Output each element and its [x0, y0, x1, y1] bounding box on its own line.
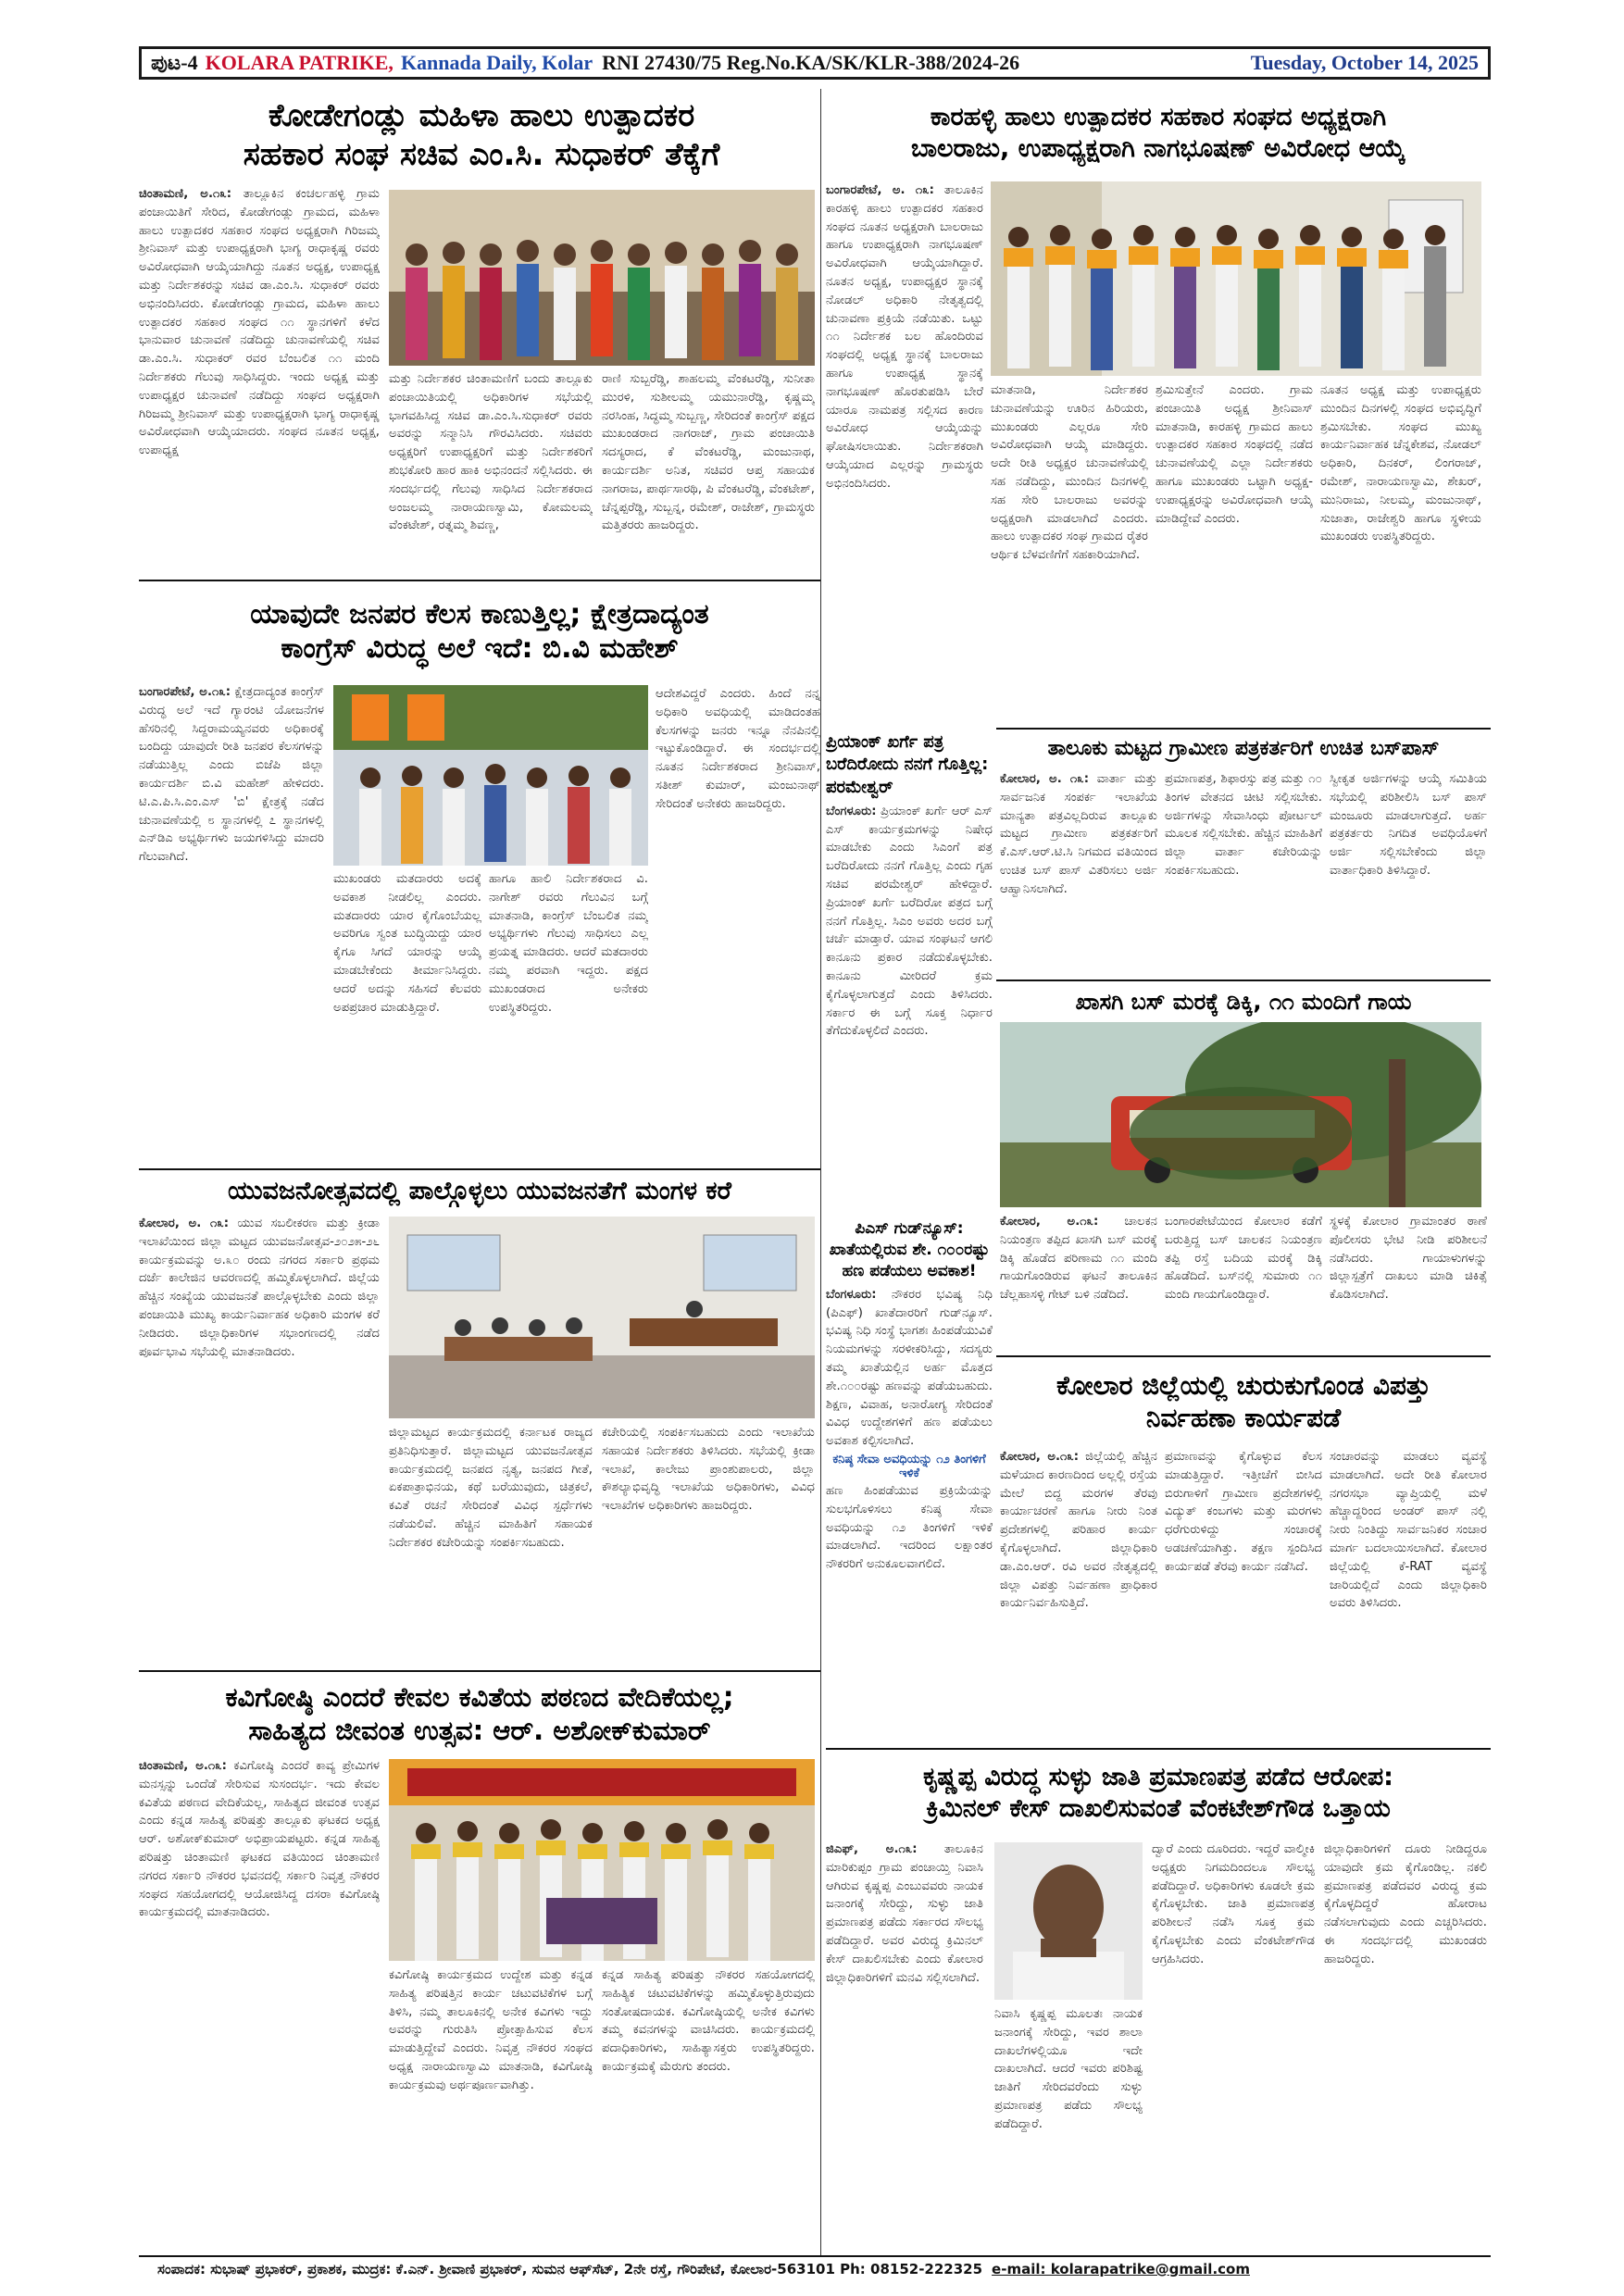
a10-col2: ಕವಿಗೋಷ್ಠಿ ಕಾರ್ಯಕ್ರಮದ ಉದ್ದೇಶ ಮತ್ತು ಕನ್ನಡ ಸಾಹಿತ್ಯ ಪರಿಷತ್ತಿನ ಕಾರ್ಯ ಚಟುವಟಿಕೆಗಳ ಬಗ್ಗೆ ತಿಳಿಸಿ, ನಮ್ಮ ತಾಲೂಕಿನಲ್ಲಿ ಅನೇಕ ಕವಿಗಳು ಇದ್ದು ಅವರನ್ನು ಗುರುತಿಸಿ ಪ್ರೋತ್ಸಾಹಿಸುವ ಕೆಲಸ ಮಾಡುತ್ತಿದ್ದೇವೆ ಎಂದರು. ನಿವೃತ್ತ ನೌಕರರ ಸಂಘದ ಅಧ್ಯಕ್ಷ ನಾರಾಯಣಸ್ವಾಮಿ ಮಾತನಾಡಿ, ಕವಿಗೋಷ್ಠಿ ಕಾರ್ಯಕ್ರಮವು ಅರ್ಥಪೂರ್ಣವಾಗಿತ್ತು.: [389, 1968, 593, 2092]
a8-article: ಪಿಎಸ್ ಗುಡ್‌ನ್ಯೂಸ್: ಖಾತೆಯಲ್ಲಿರುವ ಶೇ. ೧೦೦ರಷ್ಟು ಹಣ ಪಡೆಯಲು ಅವಕಾಶ! ಬೆಂಗಳೂರು: ನೌಕರರ ಭವಿಷ್ಯ ನಿಧಿ (ಪಿಎಫ್) ಖಾತೆದಾರರಿಗೆ ಗುಡ್‌ನ್ಯೂಸ್. ಭವಿಷ್ಯ ನಿಧಿ ಸಂಸ್ಥೆ ಭಾಗಶಃ ಹಿಂಪಡೆಯುವಿಕೆ ನಿಯಮಗಳನ್ನು ಸರಳೀಕರಿಸಿದ್ದು, ಸದಸ್ಯರು ತಮ್ಮ ಖಾತೆಯಲ್ಲಿನ ಅರ್ಹ ಮೊತ್ತದ ಶೇ.೧೦೦ರಷ್ಟು ಹಣವನ್ನು ಪಡೆಯಬಹುದು. ಶಿಕ್ಷಣ, ವಿವಾಹ, ಅನಾರೋಗ್ಯ ಸೇರಿದಂತೆ ವಿವಿಧ ಉದ್ದೇಶಗಳಿಗೆ ಹಣ ಪಡೆಯಲು ಅವಕಾಶ ಕಲ್ಪಿಸಲಾಗಿದೆ. ಕನಿಷ್ಠ ಸೇವಾ ಅವಧಿಯನ್ನು ೧೨ ತಿಂಗಳಿಗೆ ಇಳಿಕೆ ಹಣ ಹಿಂಪಡೆಯುವ ಪ್ರಕ್ರಿಯೆಯನ್ನು ಸುಲಭಗೊಳಿಸಲು ಕನಿಷ್ಠ ಸೇವಾ ಅವಧಿಯನ್ನು ೧೨ ತಿಂಗಳಿಗೆ ಇಳಿಕೆ ಮಾಡಲಾಗಿದೆ. ಇದರಿಂದ ಲಕ್ಷಾಂತರ ನೌಕರರಿಗೆ ಅನುಕೂಲವಾಗಲಿದೆ.: [826, 1219, 993, 1572]
a2-photo: [991, 181, 1481, 376]
divider: [139, 580, 820, 581]
a10-photo: [389, 1759, 815, 1961]
a11-headline: ಕೃಷ್ಣಪ್ಪ ವಿರುದ್ಧ ಸುಳ್ಳು ಜಾತಿ ಪ್ರಮಾಣಪತ್ರ ಪಡೆದ ಆರೋಪ: ಕ್ರಿಮಿನಲ್ ಕೇಸ್ ದಾಖಲಿಸುವಂತೆ ವೆಂಕಟೇಶ್‌ಗೌಡ ಒತ್ತಾಯ: [923, 1763, 1393, 1823]
a2-col3: ಶ್ರಮಿಸುತ್ತೇನೆ ಎಂದರು. ಗ್ರಾಮ ಪಂಚಾಯಿತಿ ಅಧ್ಯಕ್ಷ ಶ್ರೀನಿವಾಸ್ ಮಾತನಾಡಿ, ಕಾರಹಳ್ಳಿ ಗ್ರಾಮದ ಹಾಲು ಉತ್ಪಾದಕರ ಸಹಕಾರ ಸಂಘದಲ್ಲಿ ನಡೆದ ಚುನಾವಣೆಯಲ್ಲಿ ಎಲ್ಲಾ ನಿರ್ದೇಶಕರು ಹಾಗೂ ಮುಖಂಡರು ಒಟ್ಟಾಗಿ ಅಧ್ಯಕ್ಷ-ಉಪಾಧ್ಯಕ್ಷರನ್ನು ಅವಿರೋಧವಾಗಿ ಆಯ್ಕೆ ಮಾಡಿದ್ದೇವೆ ಎಂದರು.: [1156, 383, 1313, 526]
paper-name: KOLARA PATRIKE,: [205, 51, 394, 74]
a5-headline: ತಾಲೂಕು ಮಟ್ಟದ ಗ್ರಾಮೀಣ ಪತ್ರಕರ್ತರಿಗೆ ಉಚಿತ ಬಸ್‌ಪಾಸ್: [1047, 737, 1440, 761]
email-link[interactable]: e-mail: kolarapatrike@gmail.com: [992, 2261, 1250, 2277]
group-photo-image: [991, 181, 1481, 376]
a1-photo: [389, 190, 815, 366]
a3-col4: ಆದೇಶವಿದ್ದರೆ ಎಂದರು. ಹಿಂದೆ ನನ್ನ ಅಧಿಕಾರಿ ಅವಧಿಯಲ್ಲಿ ಮಾಡಿದಂತಹ ಕೆಲಸಗಳನ್ನು ಜನರು ಇನ್ನೂ ನೆನಪಿನಲ್ಲಿ ಇಟ್ಟುಕೊಂಡಿದ್ದಾರೆ. ಈ ಸಂದರ್ಭದಲ್ಲಿ ನೂತನ ನಿರ್ದೇಶಕರಾದ ಶ್ರೀನಿವಾಸ್, ಸತೀಶ್ ಕುಮಾರ್, ಮಂಜುನಾಥ್ ಸೇರಿದಂತೆ ಅನೇಕರು ಹಾಜರಿದ್ದರು.: [656, 687, 820, 811]
paper-subtitle: Kannada Daily, Kolar: [400, 51, 593, 74]
a5-col2: ಪ್ರಮಾಣಪತ್ರ, ಶಿಫಾರಸ್ಸು ಪತ್ರ ಮತ್ತು ೧೦ ತಿಂಗಳ ವೇತನದ ಚೀಟಿ ಸಲ್ಲಿಸಬೇಕು. ಅರ್ಜಿಗಳನ್ನು ಸೇವಾಸಿಂಧು ಪೋರ್ಟಲ್ ಮೂಲಕ ಸಲ್ಲಿಸಬೇಕು. ಹೆಚ್ಚಿನ ಮಾಹಿತಿಗೆ ಜಿಲ್ಲಾ ವಾರ್ತಾ ಕಚೇರಿಯನ್ನು ಸಂಪರ್ಕಿಸಬಹುದು.: [1165, 772, 1322, 878]
a2-headline: ಕಾರಹಳ್ಳಿ ಹಾಲು ಉತ್ಪಾದಕರ ಸಹಕಾರ ಸಂಘದ ಅಧ್ಯಕ್ಷರಾಗಿ ಬಾಲರಾಜು, ಉಪಾಧ್ಯಕ್ಷರಾಗಿ ನಾಗಭೂಷಣ್ ಅವಿರೋಧ ಆಯ್ಕೆ: [911, 103, 1405, 163]
divider: [996, 728, 1491, 730]
a2-col1: ಬಂಗಾರಪೇಟೆ, ಅ. ೧೩: ತಾಲೂಕಿನ ಕಾರಹಳ್ಳಿ ಹಾಲು ಉತ್ಪಾದಕರ ಸಹಕಾರ ಸಂಘದ ನೂತನ ಅಧ್ಯಕ್ಷರಾಗಿ ಬಾಲರಾಜು ಹಾಗೂ ಉಪಾಧ್ಯಕ್ಷರಾಗಿ ನಾಗಭೂಷಣ್ ಅವಿರೋಧವಾಗಿ ಆಯ್ಕೆಯಾಗಿದ್ದಾರೆ. ನೂತನ ಅಧ್ಯಕ್ಷ, ಉಪಾಧ್ಯಕ್ಷರ ಸ್ಥಾನಕ್ಕೆ ನೋಡಲ್ ಅಧಿಕಾರಿ ನೇತೃತ್ವದಲ್ಲಿ ಚುನಾವಣಾ ಪ್ರಕ್ರಿಯೆ ನಡೆಯಿತು. ಒಟ್ಟು ೧೧ ನಿರ್ದೇಶಕ ಬಲ ಹೊಂದಿರುವ ಸಂಘದಲ್ಲಿ ಅಧ್ಯಕ್ಷ ಸ್ಥಾನಕ್ಕೆ ಬಾಲರಾಜು ಹಾಗೂ ಉಪಾಧ್ಯಕ್ಷ ಸ್ಥಾನಕ್ಕೆ ನಾಗಭೂಷಣ್ ಹೊರತುಪಡಿಸಿ ಬೇರೆ ಯಾರೂ ನಾಮಪತ್ರ ಸಲ್ಲಿಸದ ಕಾರಣ ಅವಿರೋಧ ಆಯ್ಕೆಯನ್ನು ಘೋಷಿಸಲಾಯಿತು. ನಿರ್ದೇಶಕರಾಗಿ ಆಯ್ಕೆಯಾದ ಎಲ್ಲರನ್ನು ಗ್ರಾಮಸ್ಥರು ಅಭಿನಂದಿಸಿದರು.: [826, 183, 983, 491]
a6-col1: ಕೋಲಾರ, ಅ.೧೩: ಚಾಲಕನ ನಿಯಂತ್ರಣ ತಪ್ಪಿದ ಖಾಸಗಿ ಬಸ್ ಮರಕ್ಕೆ ಡಿಕ್ಕಿ ಹೊಡೆದ ಪರಿಣಾಮ ೧೧ ಮಂದಿ ಗಾಯಗೊಂಡಿರುವ ಘಟನೆ ತಾಲೂಕಿನ ಚೆಲ್ಲಹಾಸಳ್ಳಿ ಗೇಟ್ ಬಳಿ ನಡೆದಿದೆ.: [1000, 1215, 1157, 1303]
a5-col3: ಸ್ವೀಕೃತ ಅರ್ಜಿಗಳನ್ನು ಆಯ್ಕೆ ಸಮಿತಿಯ ಸಭೆಯಲ್ಲಿ ಪರಿಶೀಲಿಸಿ ಬಸ್ ಪಾಸ್ ಮಂಜೂರು ಮಾಡಲಾಗುತ್ತದೆ. ಅರ್ಹ ಪತ್ರಕರ್ತರು ನಿಗದಿತ ಅವಧಿಯೊಳಗೆ ಅರ್ಜಿ ಸಲ್ಲಿಸಬೇಕೆಂದು ಜಿಲ್ಲಾ ವಾರ್ತಾಧಿಕಾರಿ ತಿಳಿಸಿದ್ದಾರೆ.: [1330, 772, 1487, 878]
a11-col4: ಜಿಲ್ಲಾಧಿಕಾರಿಗಳಿಗೆ ದೂರು ನೀಡಿದ್ದರೂ ಯಾವುದೇ ಕ್ರಮ ಕೈಗೊಂಡಿಲ್ಲ. ನಕಲಿ ಪ್ರಮಾಣಪತ್ರ ಪಡೆದವರ ವಿರುದ್ಧ ಕ್ರಮ ಕೈಗೊಳ್ಳದಿದ್ದರೆ ಹೋರಾಟ ನಡೆಸಲಾಗುವುದು ಎಂದು ಎಚ್ಚರಿಸಿದರು. ಈ ಸಂದರ್ಭದಲ್ಲಿ ಮುಖಂಡರು ಹಾಜರಿದ್ದರು.: [1324, 1842, 1487, 1966]
a10-headline: ಕವಿಗೋಷ್ಠಿ ಎಂದರೆ ಕೇವಲ ಕವಿತೆಯ ಪಠಣದ ವೇದಿಕೆಯಲ್ಲ; ಸಾಹಿತ್ಯದ ಜೀವಂತ ಉತ್ಸವ: ಆರ್. ಅಶೋಕ್‌ಕುಮಾರ್: [225, 1680, 734, 1746]
a7-photo: [389, 1217, 815, 1418]
issue-date: Tuesday, October 14, 2025: [1250, 51, 1479, 74]
a3-col2: ಮುಖಂಡರು ಮತದಾರರು ಅದಕ್ಕೆ ಅವಕಾಶ ನೀಡಲಿಲ್ಲ ಎಂದರು. ಮತದಾರರು ಯಾರ ಕೈಗೊಂಬೆಯಲ್ಲ ಅವರಿಗೂ ಸ್ವಂತ ಬುದ್ಧಿಯಿದ್ದು ಯಾರ ಕೈಗೂ ಸಿಗದೆ ಯಾರನ್ನು ಆಯ್ಕೆ ಮಾಡಬೇಕೆಂದು ತೀರ್ಮಾನಿಸಿದ್ದರು. ಆದರೆ ಅದನ್ನು ಸಹಿಸದೆ ಕೆಲವರು ಅಪಪ್ರಚಾರ ಮಾಡುತ್ತಿದ್ದಾರೆ.: [333, 872, 481, 1015]
divider: [139, 1168, 820, 1170]
a6-col3: ಸ್ಥಳಕ್ಕೆ ಕೋಲಾರ ಗ್ರಾಮಾಂತರ ಠಾಣೆ ಪೊಲೀಸರು ಭೇಟಿ ನೀಡಿ ಪರಿಶೀಲನೆ ನಡೆಸಿದರು. ಗಾಯಾಳುಗಳನ್ನು ಜಿಲ್ಲಾಸ್ಪತ್ರೆಗೆ ದಾಖಲು ಮಾಡಿ ಚಿಕಿತ್ಸೆ ಕೊಡಿಸಲಾಗಿದೆ.: [1330, 1215, 1487, 1303]
portrait-image: [994, 1842, 1143, 2000]
divider: [139, 1670, 820, 1672]
registration: RNI 27430/75 Reg.No.KA/SK/KLR-388/2024-26: [602, 51, 1020, 74]
a8-subhead: ಕನಿಷ್ಠ ಸೇವಾ ಅವಧಿಯನ್ನು ೧೨ ತಿಂಗಳಿಗೆ ಇಳಿಕೆ: [832, 1452, 986, 1480]
masthead: [139, 46, 1491, 80]
a9-headline: ಕೋಲಾರ ಜಿಲ್ಲೆಯಲ್ಲಿ ಚುರುಕುಗೊಂಡ ವಿಪತ್ತು ನಿರ್ವಹಣಾ ಕಾರ್ಯಪಡೆ: [1056, 1370, 1431, 1433]
a10-col3: ಕನ್ನಡ ಸಾಹಿತ್ಯ ಪರಿಷತ್ತು ನೌಕರರ ಸಹಯೋಗದಲ್ಲಿ ಸಾಹಿತ್ಯಿಕ ಚಟುವಟಿಕೆಗಳನ್ನು ಹಮ್ಮಿಕೊಳ್ಳುತ್ತಿರುವುದು ಸಂತೋಷದಾಯಕ. ಕವಿಗೋಷ್ಠಿಯಲ್ಲಿ ಅನೇಕ ಕವಿಗಳು ತಮ್ಮ ಕವನಗಳನ್ನು ವಾಚಿಸಿದರು. ಕಾರ್ಯಕ್ರಮದಲ್ಲಿ ಪದಾಧಿಕಾರಿಗಳು, ಸಾಹಿತ್ಯಾಸಕ್ತರು ಉಪಸ್ಥಿತರಿದ್ದರು. ಕಾರ್ಯಕ್ರಮಕ್ಕೆ ಮೆರುಗು ತಂದರು.: [602, 1968, 815, 2074]
a8-headline: ಪಿಎಸ್ ಗುಡ್‌ನ್ಯೂಸ್: ಖಾತೆಯಲ್ಲಿರುವ ಶೇ. ೧೦೦ರಷ್ಟು ಹಣ ಪಡೆಯಲು ಅವಕಾಶ!: [829, 1219, 990, 1280]
a7-col3: ಕಚೇರಿಯಲ್ಲಿ ಸಂಪರ್ಕಿಸಬಹುದು ಎಂದು ಇಲಾಖೆಯ ಸಹಾಯಕ ನಿರ್ದೇಶಕರು ತಿಳಿಸಿದರು. ಸಭೆಯಲ್ಲಿ ಕ್ರೀಡಾ ಇಲಾಖೆ, ಕಾಲೇಜು ಪ್ರಾಂಶುಪಾಲರು, ಜಿಲ್ಲಾ ಕೌಶಲ್ಯಾಭಿವೃದ್ಧಿ ಇಲಾಖೆಯ ಅಧಿಕಾರಿಗಳು, ವಿವಿಧ ಇಲಾಖೆಗಳ ಅಧಿಕಾರಿಗಳು ಹಾಜರಿದ್ದರು.: [602, 1426, 815, 1514]
event-photo-image: [389, 1759, 815, 1961]
a11-col2: ನಿವಾಸಿ ಕೃಷ್ಣಪ್ಪ ಮೂಲತಃ ನಾಯಕ ಜನಾಂಗಕ್ಕೆ ಸೇರಿದ್ದು, ಇವರ ಶಾಲಾ ದಾಖಲೆಗಳಲ್ಲಿಯೂ ಇದೇ ದಾಖಲಾಗಿದೆ. ಆದರೆ ಇವರು ಪರಿಶಿಷ್ಟ ಜಾತಿಗೆ ಸೇರಿದವರೆಂದು ಸುಳ್ಳು ಪ್ರಮಾಣಪತ್ರ ಪಡೆದು ಸೌಲಭ್ಯ ಪಡೆದಿದ್ದಾರೆ.: [994, 2007, 1143, 2131]
a2-col4: ನೂತನ ಅಧ್ಯಕ್ಷ ಮತ್ತು ಉಪಾಧ್ಯಕ್ಷರು ಮುಂದಿನ ದಿನಗಳಲ್ಲಿ ಸಂಘದ ಅಭಿವೃದ್ಧಿಗೆ ಶ್ರಮಿಸಬೇಕು. ಸಂಘದ ಮುಖ್ಯ ಕಾರ್ಯನಿರ್ವಾಹಕ ಚೆನ್ನಕೇಶವ, ನೋಡಲ್ ಅಧಿಕಾರಿ, ದಿನಕರ್, ಲಿಂಗರಾಜ್, ರಮೇಶ್, ನಾರಾಯಣಸ್ವಾಮಿ, ಶೇಖರ್, ಮುನಿರಾಜು, ನೀಲಮ್ಮ, ಮಂಜುನಾಥ್, ಸುಜಾತಾ, ರಾಜೇಶ್ವರಿ ಹಾಗೂ ಸ್ಥಳೀಯ ಮುಖಂಡರು ಉಪಸ್ಥಿತರಿದ್ದರು.: [1320, 383, 1481, 544]
a7-col1: ಕೋಲಾರ, ಅ. ೧೩: ಯುವ ಸಬಲೀಕರಣ ಮತ್ತು ಕ್ರೀಡಾ ಇಲಾಖೆಯಿಂದ ಜಿಲ್ಲಾ ಮಟ್ಟದ ಯುವಜನೋತ್ಸವ-೨೦೨೫-೨೬ ಕಾರ್ಯಕ್ರಮವನ್ನು ಅ.೩೦ ರಂದು ನಗರದ ಸರ್ಕಾರಿ ಪ್ರಥಮ ದರ್ಜೆ ಕಾಲೇಜಿನ ಆವರಣದಲ್ಲಿ ಹಮ್ಮಿಕೊಳ್ಳಲಾಗಿದೆ. ಜಿಲ್ಲೆಯ ಹೆಚ್ಚಿನ ಸಂಖ್ಯೆಯ ಯುವಜನತೆ ಪಾಲ್ಗೊಳ್ಳಬೇಕು ಎಂದು ಜಿಲ್ಲಾ ಪಂಚಾಯಿತಿ ಮುಖ್ಯ ಕಾರ್ಯನಿರ್ವಾಹಕ ಅಧಿಕಾರಿ ಮಂಗಳ ಕರೆ ನೀಡಿದರು. ಜಿಲ್ಲಾಧಿಕಾರಿಗಳ ಸಭಾಂಗಣದಲ್ಲಿ ನಡೆದ ಪೂರ್ವಭಾವಿ ಸಭೆಯಲ್ಲಿ ಮಾತನಾಡಿದರು.: [139, 1217, 380, 1359]
imprint-text: ಸಂಪಾದಕ: ಸುಭಾಷ್ ಪ್ರಭಾಕರ್, ಪ್ರಕಾಶಕ, ಮುದ್ರಕ: ಕೆ.ಎನ್. ಶ್ರೀವಾಣಿ ಪ್ರಭಾಕರ್, ಸುಮನ ಆಫ್‌ಸೆಟ್, 2ನೇ ರಸ್ತೆ, ಗೌರಿಪೇಟೆ, ಕೋಲಾರ-563101 Ph: 08152-222325: [157, 2261, 983, 2277]
a1-col2: ಮತ್ತು ನಿರ್ದೇಶಕರ ಚಿಂತಾಮಣಿಗೆ ಬಂದು ತಾಲ್ಲೂಕು ಪಂಚಾಯಿತಿಯಲ್ಲಿ ಅಧಿಕಾರಿಗಳ ಸಭೆಯಲ್ಲಿ ಭಾಗವಹಿಸಿದ್ದ ಸಚಿವ ಡಾ.ಎಂ.ಸಿ.ಸುಧಾಕರ್ ರವರು ಅವರನ್ನು ಸನ್ಮಾನಿಸಿ ಗೌರವಿಸಿದರು. ಸಚಿವರು ಅಧ್ಯಕ್ಷರಿಗೆ ಉಪಾಧ್ಯಕ್ಷರಿಗೆ ಮತ್ತು ನಿರ್ದೇಶಕರಿಗೆ ಶುಭಕೋರಿ ಹಾರ ಹಾಕಿ ಅಭಿನಂದನೆ ಸಲ್ಲಿಸಿದರು. ಈ ಸಂದರ್ಭದಲ್ಲಿ ಗೆಲುವು ಸಾಧಿಸಿದ ನಿರ್ದೇಶಕರಾದ ಅಂಜಲಮ್ಮ ನಾರಾಯಣಸ್ವಾಮಿ, ಕೋಮಲಮ್ಮ ವೆಂಕಟೇಶ್, ರತ್ನಮ್ಮ ಶಿವಣ್ಣ,: [389, 372, 593, 533]
a2-col2: ಮಾತನಾಡಿ, ನಿರ್ದೇಶಕರ ಚುನಾವಣೆಯನ್ನು ಊರಿನ ಹಿರಿಯರು, ಮುಖಂಡರು ಎಲ್ಲರೂ ಸೇರಿ ಅವಿರೋಧವಾಗಿ ಆಯ್ಕೆ ಮಾಡಿದ್ದರು. ಅದೇ ರೀತಿ ಅಧ್ಯಕ್ಷರ ಚುನಾವಣೆಯಲ್ಲಿ ಸಹ ನಡೆದಿದ್ದು, ಮುಂದಿನ ದಿನಗಳಲ್ಲಿ ಸಹ ಸೇರಿ ಬಾಲರಾಜು ಅವರನ್ನು ಅಧ್ಯಕ್ಷರಾಗಿ ಮಾಡಲಾಗಿದೆ ಎಂದರು. ಹಾಲು ಉತ್ಪಾದಕರ ಸಂಘ ಗ್ರಾಮದ ರೈತರ ಆರ್ಥಿಕ ಬೆಳವಣಿಗೆಗೆ ಸಹಕಾರಿಯಾಗಿದೆ.: [991, 383, 1148, 563]
group-photo-image: [333, 685, 648, 866]
divider: [996, 1355, 1491, 1357]
divider: [996, 980, 1491, 981]
a11-col3: ದ್ವಾರೆ ಎಂದು ದೂರಿದರು. ಇದ್ದರೆ ವಾಲ್ಮೀಕಿ ಅಧ್ಯಕ್ಷರು ನಿಗಮದಿಂದಲೂ ಸೌಲಭ್ಯ ಪಡೆದಿದ್ದಾರೆ. ಅಧಿಕಾರಿಗಳು ಕೂಡಲೇ ಕ್ರಮ ಕೈಗೊಳ್ಳಬೇಕು. ಜಾತಿ ಪ್ರಮಾಣಪತ್ರ ಪರಿಶೀಲನೆ ನಡೆಸಿ ಸೂಕ್ತ ಕ್ರಮ ಕೈಗೊಳ್ಳಬೇಕು ಎಂದು ವೆಂಕಟೇಶ್‌ಗೌಡ ಆಗ್ರಹಿಸಿದರು.: [1152, 1842, 1315, 1966]
a4-headline: ಪ್ರಿಯಾಂಕ್ ಖರ್ಗೆ ಪತ್ರ ಬರೆದಿರೋದು ನನಗೆ ಗೊತ್ತಿಲ್ಲ: ಪರಮೇಶ್ವರ್: [826, 732, 989, 797]
a6-col2: ಬಂಗಾರಪೇಟೆಯಿಂದ ಕೋಲಾರ ಕಡೆಗೆ ಬರುತ್ತಿದ್ದ ಬಸ್ ಚಾಲಕನ ನಿಯಂತ್ರಣ ತಪ್ಪಿ ರಸ್ತೆ ಬದಿಯ ಮರಕ್ಕೆ ಡಿಕ್ಕಿ ಹೊಡೆದಿದೆ. ಬಸ್‌ನಲ್ಲಿ ಸುಮಾರು ೧೧ ಮಂದಿ ಗಾಯಗೊಂಡಿದ್ದಾರೆ.: [1165, 1215, 1322, 1303]
bus-accident-image: [1000, 1022, 1481, 1207]
column-divider: [820, 89, 821, 2255]
page-number: ಪುಟ-4: [151, 51, 198, 74]
a7-headline: ಯುವಜನೋತ್ಸವದಲ್ಲಿ ಪಾಲ್ಗೊಳ್ಳಲು ಯುವಜನತೆಗೆ ಮಂಗಳ ಕರೆ: [228, 1177, 731, 1206]
a5-col1: ಕೋಲಾರ, ಅ. ೧೩: ವಾರ್ತಾ ಮತ್ತು ಸಾರ್ವಜನಿಕ ಸಂಪರ್ಕ ಇಲಾಖೆಯ ಮಾನ್ಯತಾ ಪತ್ರವಿಲ್ಲದಿರುವ ತಾಲ್ಲೂಕು ಮಟ್ಟದ ಗ್ರಾಮೀಣ ಪತ್ರಕರ್ತರಿಗೆ ಕೆ.ಎಸ್.ಆರ್.ಟಿ.ಸಿ ನಿಗಮದ ವತಿಯಿಂದ ಉಚಿತ ಬಸ್ ಪಾಸ್ ವಿತರಿಸಲು ಅರ್ಜಿ ಆಹ್ವಾನಿಸಲಾಗಿದೆ.: [1000, 772, 1157, 896]
divider: [826, 1748, 1491, 1750]
meeting-hall-image: [389, 1217, 815, 1418]
a3-headline: ಯಾವುದೇ ಜನಪರ ಕೆಲಸ ಕಾಣುತ್ತಿಲ್ಲ; ಕ್ಷೇತ್ರದಾದ್ಯಂತ ಕಾಂಗ್ರೆಸ್ ವಿರುದ್ಧ ಅಲೆ ಇದೆ: ಬಿ.ವಿ ಮಹೇಶ್: [250, 597, 709, 665]
a10-col1: ಚಿಂತಾಮಣಿ, ಅ.೧೩: ಕವಿಗೋಷ್ಠಿ ಎಂದರೆ ಕಾವ್ಯ ಪ್ರೇಮಿಗಳ ಮನಸ್ಸನ್ನು ಒಂದೆಡೆ ಸೇರಿಸುವ ಸುಸಂದರ್ಭ. ಇದು ಕೇವಲ ಕವಿತೆಯ ಪಠಣದ ವೇದಿಕೆಯಲ್ಲ, ಸಾಹಿತ್ಯದ ಜೀವಂತ ಉತ್ಸವ ಎಂದು ಕನ್ನಡ ಸಾಹಿತ್ಯ ಪರಿಷತ್ತು ತಾಲ್ಲೂಕು ಘಟಕದ ಅಧ್ಯಕ್ಷ ಆರ್. ಅಶೋಕ್‌ಕುಮಾರ್ ಅಭಿಪ್ರಾಯಪಟ್ಟರು. ಕನ್ನಡ ಸಾಹಿತ್ಯ ಪರಿಷತ್ತು ಚಿಂತಾಮಣಿ ಘಟಕದ ವತಿಯಿಂದ ಚಿಂತಾಮಣಿ ನಗರದ ಸರ್ಕಾರಿ ನೌಕರರ ಭವನದಲ್ಲಿ ಸರ್ಕಾರಿ ನಿವೃತ್ತ ನೌಕರರ ಸಂಘದ ಸಹಯೋಗದಲ್ಲಿ ಆಯೋಜಿಸಿದ್ದ ದಸರಾ ಕವಿಗೋಷ್ಠಿ ಕಾರ್ಯಕ್ರಮದಲ್ಲಿ ಮಾತನಾಡಿದರು.: [139, 1759, 380, 1920]
a3-photo: [333, 685, 648, 866]
a11-col1: ಜಿಎಫ್, ಅ.೧೩: ತಾಲೂಕಿನ ಮಾರಿಕುಪ್ಪಂ ಗ್ರಾಮ ಪಂಚಾಯ್ತಿ ನಿವಾಸಿ ಆಗಿರುವ ಕೃಷ್ಣಪ್ಪ ಎಂಬುವವರು ನಾಯಕ ಜನಾಂಗಕ್ಕೆ ಸೇರಿದ್ದು, ಸುಳ್ಳು ಜಾತಿ ಪ್ರಮಾಣಪತ್ರ ಪಡೆದು ಸರ್ಕಾರದ ಸೌಲಭ್ಯ ಪಡೆದಿದ್ದಾರೆ. ಅವರ ವಿರುದ್ಧ ಕ್ರಿಮಿನಲ್ ಕೇಸ್ ದಾಖಲಿಸಬೇಕು ಎಂದು ಕೋಲಾರ ಜಿಲ್ಲಾಧಿಕಾರಿಗಳಿಗೆ ಮನವಿ ಸಲ್ಲಿಸಲಾಗಿದೆ.: [826, 1842, 983, 1985]
a1-col3: ರಾಣಿ ಸುಬ್ಬರೆಡ್ಡಿ, ಶಾಹಲಮ್ಮ ವೆಂಕಟರೆಡ್ಡಿ, ಸುನೀತಾ ಮುರಳಿ, ಸುಶೀಲಮ್ಮ ಯಮುನಾರೆಡ್ಡಿ, ಕೃಷ್ಣಮ್ಮ ನರಸಿಂಹ, ಸಿದ್ಧಮ್ಮ ಸುಬ್ಬಣ್ಣ, ಸೇರಿದಂತೆ ಕಾಂಗ್ರೆಸ್ ಪಕ್ಷದ ಮುಖಂಡರಾದ ನಾಗರಾಜ್, ಗ್ರಾಮ ಪಂಚಾಯಿತಿ ಸದಸ್ಯರಾದ, ಕೆ ವೆಂಕಟರೆಡ್ಡಿ, ಮಂಜುನಾಥ, ಕಾರ್ಯದರ್ಶಿ ಅನಿತ, ಸಚಿವರ ಆಪ್ತ ಸಹಾಯಕ ನಾಗರಾಜ, ಪಾರ್ಥಸಾರಥಿ, ಪಿ ವೆಂಕಟರೆಡ್ಡಿ, ವೆಂಕಟೇಶ್, ಚೆನ್ನಪ್ಪರೆಡ್ಡಿ, ಸುಬ್ಬನ್ನ, ರಮೇಶ್, ರಾಜೇಶ್, ಗ್ರಾಮಸ್ಥರು ಮತ್ತಿತರರು ಹಾಜರಿದ್ದರು.: [602, 372, 815, 533]
a1-headline: ಕೋಡೇಗಂಡ್ಲು ಮಹಿಳಾ ಹಾಲು ಉತ್ಪಾದಕರ ಸಹಕಾರ ಸಂಘ ಸಚಿವ ಎಂ.ಸಿ. ಸುಧಾಕರ್ ತೆಕ್ಕೆಗೆ: [243, 96, 720, 173]
a3-col1: ಬಂಗಾರಪೇಟೆ, ಅ.೧೩: ಕ್ಷೇತ್ರದಾದ್ಯಂತ ಕಾಂಗ್ರೆಸ್ ವಿರುದ್ಧ ಅಲೆ ಇದೆ ಗ್ಯಾರಂಟಿ ಯೋಜನೆಗಳ ಹೆಸರಿನಲ್ಲಿ ಸಿದ್ದರಾಮಯ್ಯನವರು ಅಧಿಕಾರಕ್ಕೆ ಬಂದಿದ್ದು ಯಾವುದೇ ರೀತಿ ಜನಪರ ಕೆಲಸಗಳನ್ನು ನಡೆಯುತ್ತಿಲ್ಲ ಎಂದು ಬಿಜೆಪಿ ಜಿಲ್ಲಾ ಕಾರ್ಯದರ್ಶಿ ಬಿ.ವಿ ಮಹೇಶ್ ಹೇಳಿದರು. ಟಿ.ಎ.ಪಿ.ಸಿ.ಎಂ.ಎಸ್ 'ಬಿ' ಕ್ಷೇತ್ರಕ್ಕೆ ನಡೆದ ಚುನಾವಣೆಯಲ್ಲಿ ೮ ಸ್ಥಾನಗಳಲ್ಲಿ ೭ ಸ್ಥಾನಗಳಲ್ಲಿ ಎನ್‌ಡಿಎ ಅಭ್ಯರ್ಥಿಗಳು ಜಯಗಳಿಸಿದ್ದು ಮಾದರಿ ಗೆಲುವಾಗಿದೆ.: [139, 685, 324, 865]
footer: [139, 2255, 1491, 2281]
a9-col1: ಕೋಲಾರ, ಅ.೧೩: ಜಿಲ್ಲೆಯಲ್ಲಿ ಹೆಚ್ಚಿನ ಮಳೆಯಾದ ಕಾರಣದಿಂದ ಅಲ್ಲಲ್ಲಿ ರಸ್ತೆಯ ಮೇಲೆ ಬಿದ್ದ ಮರಗಳ ತೆರವು ಕಾರ್ಯಾಚರಣೆ ಹಾಗೂ ನೀರು ನಿಂತ ಪ್ರದೇಶಗಳಲ್ಲಿ ಪರಿಹಾರ ಕಾರ್ಯ ಕೈಗೊಳ್ಳಲಾಗಿದೆ. ಜಿಲ್ಲಾಧಿಕಾರಿ ಡಾ.ಎಂ.ಆರ್. ರವಿ ಅವರ ನೇತೃತ್ವದಲ್ಲಿ ಜಿಲ್ಲಾ ವಿಪತ್ತು ನಿರ್ವಹಣಾ ಪ್ರಾಧಿಕಾರ ಕಾರ್ಯನಿರ್ವಹಿಸುತ್ತಿದೆ.: [1000, 1450, 1157, 1611]
group-photo-image: [389, 190, 815, 366]
a11-photo: [994, 1842, 1143, 2000]
a9-col3: ಸಂಚಾರವನ್ನು ಮಾಡಲು ವ್ಯವಸ್ಥೆ ಮಾಡಲಾಗಿದೆ. ಅದೇ ರೀತಿ ಕೋಲಾರ ನಗರಸಭಾ ವ್ಯಾಪ್ತಿಯಲ್ಲಿ ಮಳೆ ಹೆಚ್ಚಾದ್ದರಿಂದ ಅಂಡರ್ ಪಾಸ್ ನಲ್ಲಿ ನೀರು ನಿಂತಿದ್ದು ಸಾರ್ವಜನಿಕರ ಸಂಚಾರ ಮಾರ್ಗ ಬದಲಾಯಿಸಲಾಗಿದೆ. ಕೋಲಾರ ಜಿಲ್ಲೆಯಲ್ಲಿ ಕೆ-RAT ವ್ಯವಸ್ಥೆ ಜಾರಿಯಲ್ಲಿದೆ ಎಂದು ಜಿಲ್ಲಾಧಿಕಾರಿ ಅವರು ತಿಳಿಸಿದರು.: [1330, 1450, 1487, 1611]
a7-col2: ಜಿಲ್ಲಾಮಟ್ಟದ ಕಾರ್ಯಕ್ರಮದಲ್ಲಿ ಕರ್ನಾಟಕ ರಾಜ್ಯದ ಪ್ರತಿನಿಧಿಸುತ್ತಾರೆ. ಜಿಲ್ಲಾಮಟ್ಟದ ಯುವಜನೋತ್ಸವ ಕಾರ್ಯಕ್ರಮದಲ್ಲಿ ಜನಪದ ನೃತ್ಯ, ಜನಪದ ಗೀತೆ, ಏಕಪಾತ್ರಾಭಿನಯ, ಕಥೆ ಬರೆಯುವುದು, ಚಿತ್ರಕಲೆ, ಕವಿತೆ ರಚನೆ ಸೇರಿದಂತೆ ವಿವಿಧ ಸ್ಪರ್ಧೆಗಳು ನಡೆಯಲಿವೆ. ಹೆಚ್ಚಿನ ಮಾಹಿತಿಗೆ ಸಹಾಯಕ ನಿರ್ದೇಶಕರ ಕಚೇರಿಯನ್ನು ಸಂಪರ್ಕಿಸಬಹುದು.: [389, 1426, 593, 1550]
a1-col1: ಚಿಂತಾಮಣಿ, ಅ.೧೩: ತಾಲ್ಲೂಕಿನ ಕಂಚರ್ಲಹಳ್ಳಿ ಗ್ರಾಮ ಪಂಚಾಯಿತಿಗೆ ಸೇರಿದ, ಕೋಡೇಗಂಡ್ಲು ಗ್ರಾಮದ, ಮಹಿಳಾ ಹಾಲು ಉತ್ಪಾದಕರ ಸಹಕಾರ ಸಂಘದ ಅಧ್ಯಕ್ಷರಾಗಿ ಗಿರಿಜಮ್ಮ ಶ್ರೀನಿವಾಸ್ ಮತ್ತು ಉಪಾಧ್ಯಕ್ಷರಾಗಿ ಭಾಗ್ಯ ರಾಧಾಕೃಷ್ಣ ರವರು ಅವಿರೋಧವಾಗಿ ಆಯ್ಕೆಯಾಗಿದ್ದು ನೂತನ ಅಧ್ಯಕ್ಷ, ಉಪಾಧ್ಯಕ್ಷ ಮತ್ತು ನಿರ್ದೇಶಕರನ್ನು ಸಚಿವ ಡಾ.ಎಂ.ಸಿ. ಸುಧಾಕರ್ ರವರು ಅಭಿನಂದಿಸಿದರು. ಕೋಡೇಗಂಡ್ಲು ಗ್ರಾಮದ, ಮಹಿಳಾ ಹಾಲು ಉತ್ಪಾದಕರ ಸಹಕಾರ ಸಂಘದ ೧೧ ಸ್ಥಾನಗಳಿಗೆ ಕಳೆದ ಭಾನುವಾರ ಚುನಾವಣೆ ನಡೆದಿದ್ದು ಚುನಾವಣೆಯಲ್ಲಿ ಸಚಿವ ಡಾ.ಎಂ.ಸಿ. ಸುಧಾಕರ್ ರವರ ಬೆಂಬಲಿತ ೧೧ ಮಂದಿ ನಿರ್ದೇಶಕರು ಗೆಲುವು ಸಾಧಿಸಿದ್ದರು. ಇಂದು ಅಧ್ಯಕ್ಷ ಮತ್ತು ಉಪಾಧ್ಯಕ್ಷರ ಚುನಾವಣೆ ನಡೆದಿದ್ದು ಸಂಘದ ಅಧ್ಯಕ್ಷರಾಗಿ ಗಿರಿಜಮ್ಮ ಶ್ರೀನಿವಾಸ್ ಮತ್ತು ಉಪಾಧ್ಯಕ್ಷರಾಗಿ ಭಾಗ್ಯ ರಾಧಾಕೃಷ್ಣ ಅವಿರೋಧವಾಗಿ ಆಯ್ಕೆಯಾದರು. ಸಂಘದ ನೂತನ ಅಧ್ಯಕ್ಷ, ಉಪಾಧ್ಯಕ್ಷ: [139, 187, 380, 458]
a6-photo: [1000, 1022, 1481, 1207]
a4-article: ಪ್ರಿಯಾಂಕ್ ಖರ್ಗೆ ಪತ್ರ ಬರೆದಿರೋದು ನನಗೆ ಗೊತ್ತಿಲ್ಲ: ಪರಮೇಶ್ವರ್ ಬೆಂಗಳೂರು: ಪ್ರಿಯಾಂಕ್ ಖರ್ಗೆ ಆರ್ ಎಸ್ ಎಸ್ ಕಾರ್ಯಕ್ರಮಗಳನ್ನು ನಿಷೇಧ ಮಾಡಬೇಕು ಎಂದು ಸಿಎಂಗೆ ಪತ್ರ ಬರೆದಿರೋದು ನನಗೆ ಗೊತ್ತಿಲ್ಲ ಎಂದು ಗೃಹ ಸಚಿವ ಪರಮೇಶ್ವರ್ ಹೇಳಿದ್ದಾರೆ. ಪ್ರಿಯಾಂಕ್ ಖರ್ಗೆ ಬರೆದಿರೋ ಪತ್ರದ ಬಗ್ಗೆ ನನಗೆ ಗೊತ್ತಿಲ್ಲ. ಸಿಎಂ ಅವರು ಅದರ ಬಗ್ಗೆ ಚರ್ಚೆ ಮಾಡ್ತಾರೆ. ಯಾವ ಸಂಘಟನೆ ಆಗಲಿ ಕಾನೂನು ಪ್ರಕಾರ ನಡೆದುಕೊಳ್ಳಬೇಕು. ಕಾನೂನು ಮೀರಿದರೆ ಕ್ರಮ ಕೈಗೊಳ್ಳಲಾಗುತ್ತದೆ ಎಂದು ತಿಳಿಸಿದರು. ಸರ್ಕಾರ ಈ ಬಗ್ಗೆ ಸೂಕ್ತ ನಿರ್ಧಾರ ತೆಗೆದುಕೊಳ್ಳಲಿದೆ ಎಂದರು.: [826, 732, 993, 1039]
a6-headline: ಖಾಸಗಿ ಬಸ್ ಮರಕ್ಕೆ ಡಿಕ್ಕಿ, ೧೧ ಮಂದಿಗೆ ಗಾಯ: [1075, 989, 1412, 1015]
a3-col3: ಹಾಗೂ ಹಾಲಿ ನಿರ್ದೇಶಕರಾದ ವಿ. ನಾಗೇಶ್ ರವರು ಗೆಲುವಿನ ಬಗ್ಗೆ ಮಾತನಾಡಿ, ಕಾಂಗ್ರೆಸ್ ಬೆಂಬಲಿತ ನಮ್ಮ ಅಭ್ಯರ್ಥಿಗಳು ಗೆಲುವು ಸಾಧಿಸಲು ಎಲ್ಲ ಪ್ರಯತ್ನ ಮಾಡಿದರು. ಆದರೆ ಮತದಾರರು ನಮ್ಮ ಪರವಾಗಿ ಇದ್ದರು. ಪಕ್ಷದ ಮುಖಂಡರಾದ ಅನೇಕರು ಉಪಸ್ಥಿತರಿದ್ದರು.: [489, 872, 648, 1015]
a9-col2: ಪ್ರಮಾಣವನ್ನು ಕೈಗೊಳ್ಳುವ ಕೆಲಸ ಮಾಡುತ್ತಿದ್ದಾರೆ. ಇತ್ತೀಚೆಗೆ ಬೀಸಿದ ಬಿರುಗಾಳಿಗೆ ಗ್ರಾಮೀಣ ಪ್ರದೇಶಗಳಲ್ಲಿ ವಿದ್ಯುತ್ ಕಂಬಗಳು ಮತ್ತು ಮರಗಳು ಧರೆಗುರುಳಿದ್ದು ಸಂಚಾರಕ್ಕೆ ಅಡಚಣೆಯಾಗಿತ್ತು. ತಕ್ಷಣ ಸ್ಪಂದಿಸಿದ ಕಾರ್ಯಪಡೆ ತೆರವು ಕಾರ್ಯ ನಡೆಸಿದೆ.: [1165, 1450, 1322, 1574]
